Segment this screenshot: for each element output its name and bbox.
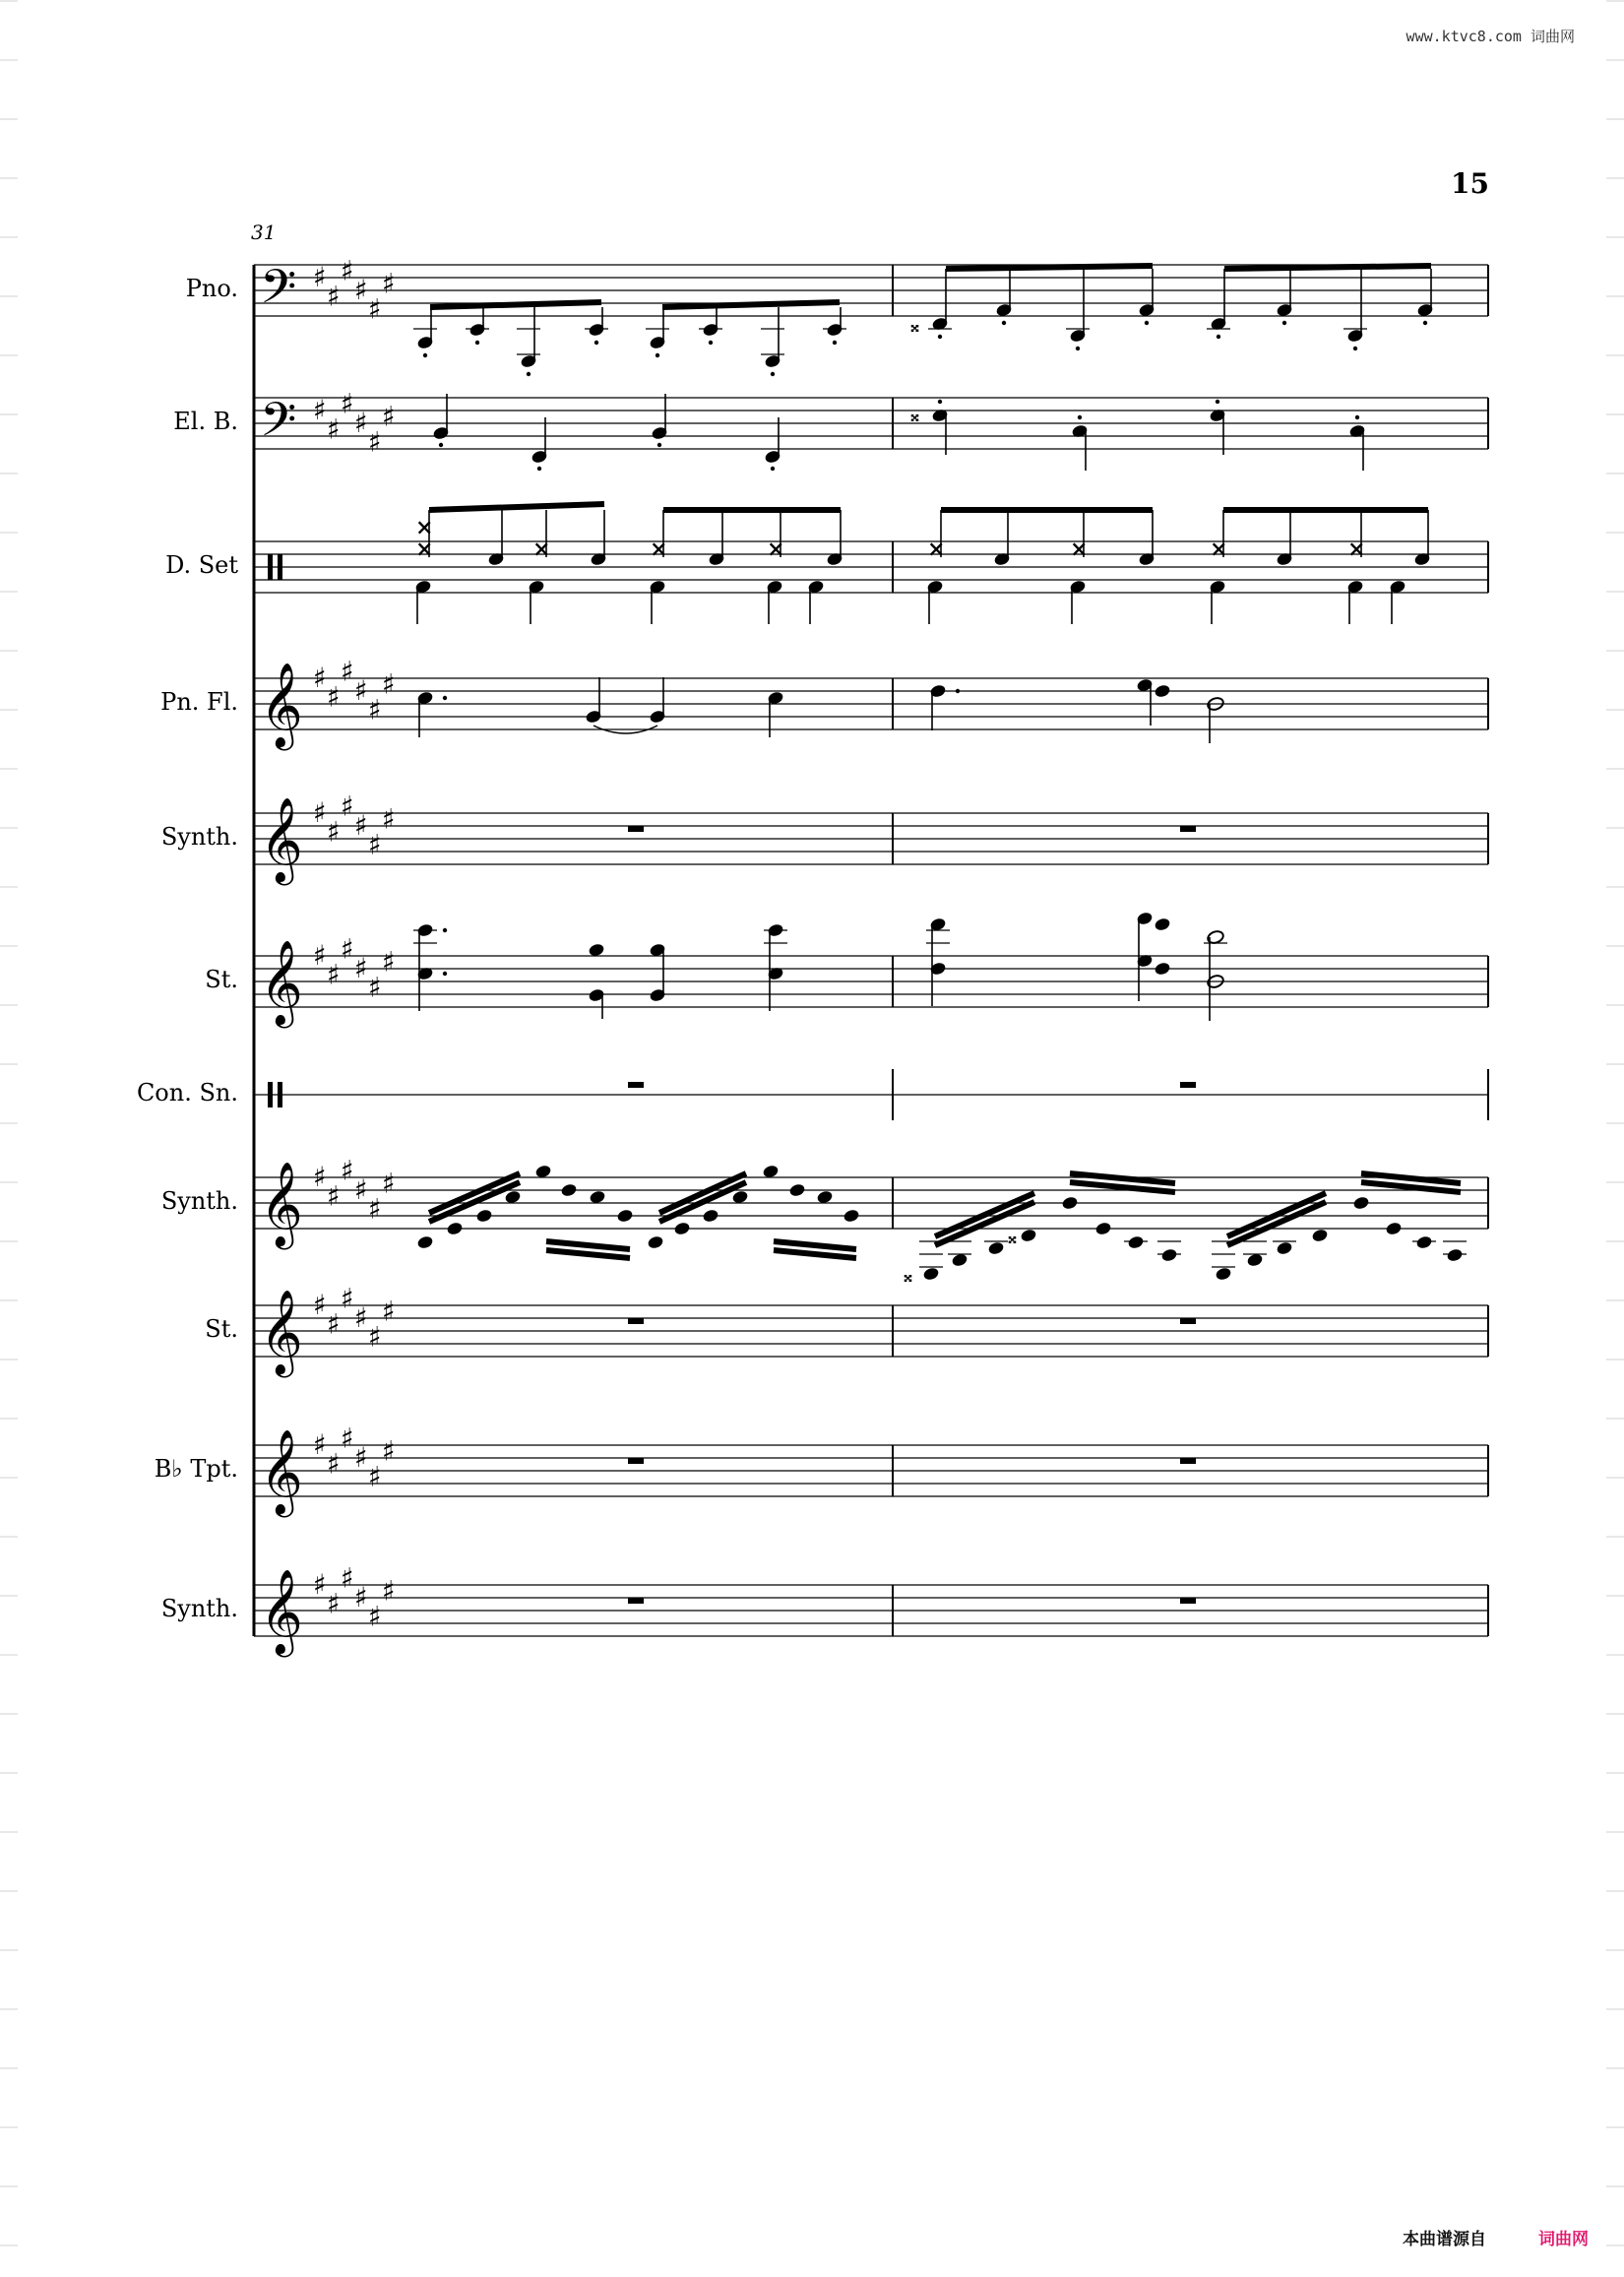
sharp-icon: ♯: [382, 1167, 396, 1200]
staccato-dot: [1076, 347, 1080, 350]
staccato-dot: [443, 928, 447, 932]
percussion-clef-icon: [268, 554, 273, 580]
beam: [774, 1250, 856, 1258]
notehead: [1020, 1228, 1037, 1242]
whole-rest-icon: [628, 1082, 644, 1088]
notehead: [1154, 961, 1171, 976]
sharp-icon: ♯: [327, 280, 341, 313]
x-notehead-icon: ×: [532, 537, 551, 562]
beam: [774, 1241, 856, 1249]
beam: [1227, 1193, 1326, 1236]
whole-rest-icon: [1180, 1458, 1196, 1464]
staccato-dot: [1002, 321, 1006, 325]
sharp-icon: ♯: [368, 693, 382, 727]
sharp-icon: ♯: [341, 932, 354, 966]
sharp-icon: ♯: [327, 1307, 341, 1341]
treble-clef-icon: 𝄞: [260, 1290, 303, 1374]
staff-electric-bass: [254, 398, 1488, 449]
sharp-icon: ♯: [313, 1161, 327, 1193]
site-url-text: www.ktvc8.com: [1405, 28, 1522, 45]
beam: [546, 1241, 630, 1249]
treble-clef-icon: 𝄞: [260, 1569, 303, 1654]
measure-number: 31: [251, 221, 277, 244]
sharp-icon: ♯: [354, 809, 368, 842]
beam: [429, 1173, 520, 1213]
sharp-icon: ♯: [382, 945, 396, 979]
double-sharp-icon: 𝄪: [910, 403, 919, 426]
staccato-dot: [443, 972, 447, 976]
page-number: 15: [1451, 167, 1489, 200]
sharp-icon: ♯: [327, 815, 341, 849]
footer-site-name: 词曲网: [1538, 2230, 1589, 2249]
x-notehead-icon: ×: [415, 515, 434, 540]
sharp-icon: ♯: [354, 1301, 368, 1334]
whole-rest-icon: [1180, 826, 1196, 832]
sharp-icon: ♯: [341, 254, 354, 287]
sharp-icon: ♯: [327, 1179, 341, 1213]
notehead: [1094, 1221, 1112, 1235]
sharp-icon: ♯: [313, 394, 327, 426]
beam: [946, 266, 1153, 269]
x-notehead-icon: ×: [415, 537, 434, 562]
sharp-icon: ♯: [313, 1568, 327, 1601]
notehead: [1385, 1221, 1403, 1235]
instrument-label-synth-1: Synth.: [160, 823, 238, 851]
beam: [1227, 1202, 1326, 1245]
x-notehead-icon: ×: [1347, 537, 1366, 562]
sharp-icon: ♯: [354, 952, 368, 984]
sharp-icon: ♯: [368, 1320, 382, 1354]
sharp-icon: ♯: [313, 796, 327, 829]
staccato-dot: [527, 372, 531, 376]
notehead: [673, 1221, 691, 1235]
x-notehead-icon: ×: [767, 537, 785, 562]
staccato-dot: [938, 335, 942, 339]
instrument-label-electric-bass: El. B.: [173, 408, 238, 435]
whole-rest-icon: [1180, 1318, 1196, 1324]
x-notehead-icon: ×: [1210, 537, 1228, 562]
notehead: [1446, 1247, 1464, 1262]
x-notehead-icon: ×: [1070, 537, 1089, 562]
staff-pan-flute: [254, 678, 1488, 729]
staccato-dot: [423, 353, 427, 357]
bass-clef-icon: 𝄢: [260, 392, 297, 459]
beam: [429, 504, 604, 510]
notehead: [647, 1234, 664, 1249]
staff-synth-1: [254, 813, 1488, 864]
beam: [546, 1250, 630, 1258]
notehead: [616, 1208, 634, 1223]
whole-rest-icon: [628, 1318, 644, 1324]
whole-rest-icon: [628, 1598, 644, 1604]
beam: [659, 1173, 746, 1213]
notehead: [1352, 1195, 1370, 1210]
notehead: [788, 1182, 806, 1197]
treble-clef-icon: 𝄞: [260, 940, 303, 1025]
staff-strings-2: [254, 1305, 1488, 1357]
instrument-label-piano: Pno.: [185, 275, 238, 302]
footer-source-text: 本曲谱源自: [1403, 2230, 1486, 2249]
sharp-icon: ♯: [354, 1441, 368, 1474]
sharp-icon: ♯: [341, 1154, 354, 1187]
double-sharp-icon: 𝄪: [910, 313, 919, 337]
sharp-icon: ♯: [341, 1282, 354, 1315]
whole-rest-icon: [628, 826, 644, 832]
notehead: [416, 1234, 434, 1249]
sharp-icon: ♯: [368, 971, 382, 1004]
staff-trumpet: [254, 1445, 1488, 1496]
notehead: [1154, 683, 1171, 698]
sharp-icon: ♯: [354, 1581, 368, 1613]
percussion-clef-icon: [278, 1082, 282, 1107]
x-notehead-icon: ×: [927, 537, 946, 562]
site-name-text: 词曲网: [1530, 28, 1575, 45]
staccato-dot: [833, 341, 837, 345]
notehead: [702, 1208, 719, 1223]
sharp-icon: ♯: [382, 802, 396, 836]
staccato-dot: [594, 341, 598, 345]
notehead: [1311, 1228, 1329, 1242]
notehead: [987, 1240, 1005, 1255]
staccato-dot: [657, 443, 661, 447]
staccato-dot: [439, 443, 443, 447]
staff-concert-snare: [254, 1069, 1488, 1120]
sharp-icon: ♯: [368, 1460, 382, 1493]
instrument-label-pan-flute: Pn. Fl.: [160, 688, 238, 716]
notehead: [1061, 1195, 1079, 1210]
instrument-label-synth-2: Synth.: [160, 1187, 238, 1215]
beam: [1224, 266, 1431, 269]
notehead: [1154, 917, 1171, 931]
sharp-icon: ♯: [368, 1600, 382, 1633]
sharp-icon: ♯: [327, 1587, 341, 1620]
treble-clef-icon: 𝄞: [260, 797, 303, 882]
instrument-label-strings-1: St.: [205, 966, 238, 993]
sharp-icon: ♯: [341, 655, 354, 688]
staccato-dot: [771, 372, 775, 376]
staff-synth-3: [254, 1585, 1488, 1636]
sharp-icon: ♯: [327, 412, 341, 446]
sharp-icon: ♯: [341, 1561, 354, 1595]
sharp-icon: ♯: [341, 387, 354, 420]
sharp-icon: ♯: [341, 1422, 354, 1455]
sharp-icon: ♯: [382, 1574, 396, 1608]
sharp-icon: ♯: [382, 667, 396, 701]
sharp-icon: ♯: [327, 958, 341, 991]
sharp-icon: ♯: [382, 1295, 396, 1328]
treble-clef-icon: 𝄞: [260, 1429, 303, 1514]
instrument-label-strings-2: St.: [205, 1315, 238, 1343]
notehead: [1160, 1247, 1178, 1262]
notehead: [446, 1221, 464, 1235]
sharp-icon: ♯: [327, 1447, 341, 1481]
treble-clef-icon: 𝄞: [260, 663, 303, 747]
staccato-dot: [1217, 335, 1220, 339]
staccato-dot: [656, 353, 659, 357]
instrument-label-concert-snare: Con. Sn.: [136, 1079, 238, 1107]
sharp-icon: ♯: [341, 790, 354, 823]
staff-drum-set: [254, 541, 1488, 593]
beam: [935, 1202, 1034, 1245]
staccato-dot: [1216, 400, 1219, 404]
staccato-dot: [537, 467, 541, 471]
whole-rest-icon: [1180, 1082, 1196, 1088]
sharp-icon: ♯: [313, 662, 327, 694]
staccato-dot: [1078, 415, 1082, 419]
percussion-clef-icon: [278, 554, 282, 580]
sharp-icon: ♯: [313, 1289, 327, 1321]
double-sharp-icon: 𝄪: [1008, 1225, 1017, 1248]
sharp-icon: ♯: [382, 267, 396, 300]
treble-clef-icon: 𝄞: [260, 1162, 303, 1246]
staccato-dot: [1353, 347, 1357, 350]
staccato-dot: [443, 696, 447, 700]
notehead: [1415, 1234, 1433, 1249]
staff-strings-1: [254, 956, 1488, 1007]
notehead: [560, 1182, 578, 1197]
sharp-icon: ♯: [354, 407, 368, 439]
double-sharp-icon: 𝄪: [904, 1263, 912, 1287]
notehead: [843, 1208, 860, 1223]
x-notehead-icon: ×: [650, 537, 668, 562]
instrument-label-synth-3: Synth.: [160, 1595, 238, 1622]
sharp-icon: ♯: [368, 1192, 382, 1226]
whole-rest-icon: [628, 1458, 644, 1464]
staccato-dot: [938, 400, 942, 404]
sharp-icon: ♯: [382, 1434, 396, 1468]
staccato-dot: [1282, 321, 1286, 325]
sharp-icon: ♯: [368, 425, 382, 459]
notehead: [1276, 1240, 1293, 1255]
instrument-label-drum-set: D. Set: [165, 551, 238, 579]
staccato-dot: [709, 341, 713, 345]
percussion-clef-icon: [268, 1082, 273, 1107]
instrument-label-trumpet: B♭ Tpt.: [154, 1455, 238, 1483]
sharp-icon: ♯: [313, 261, 327, 293]
whole-rest-icon: [1180, 1598, 1196, 1604]
sharp-icon: ♯: [354, 1173, 368, 1206]
staccato-dot: [1355, 415, 1359, 419]
sharp-icon: ♯: [368, 292, 382, 326]
sharp-icon: ♯: [354, 274, 368, 306]
notehead: [475, 1208, 493, 1223]
sharp-icon: ♯: [313, 1428, 327, 1461]
notehead: [922, 1266, 940, 1281]
sharp-icon: ♯: [313, 939, 327, 972]
staccato-dot: [1145, 321, 1149, 325]
sharp-icon: ♯: [327, 680, 341, 714]
sharp-icon: ♯: [354, 674, 368, 707]
staccato-dot: [1423, 321, 1427, 325]
beam: [935, 1193, 1034, 1236]
notehead: [1127, 1234, 1145, 1249]
bass-clef-icon: 𝄢: [260, 259, 297, 326]
staccato-dot: [475, 341, 479, 345]
staccato-dot: [771, 467, 775, 471]
staccato-dot: [956, 689, 960, 693]
sharp-icon: ♯: [382, 400, 396, 433]
notehead: [1215, 1266, 1232, 1281]
sharp-icon: ♯: [368, 828, 382, 861]
